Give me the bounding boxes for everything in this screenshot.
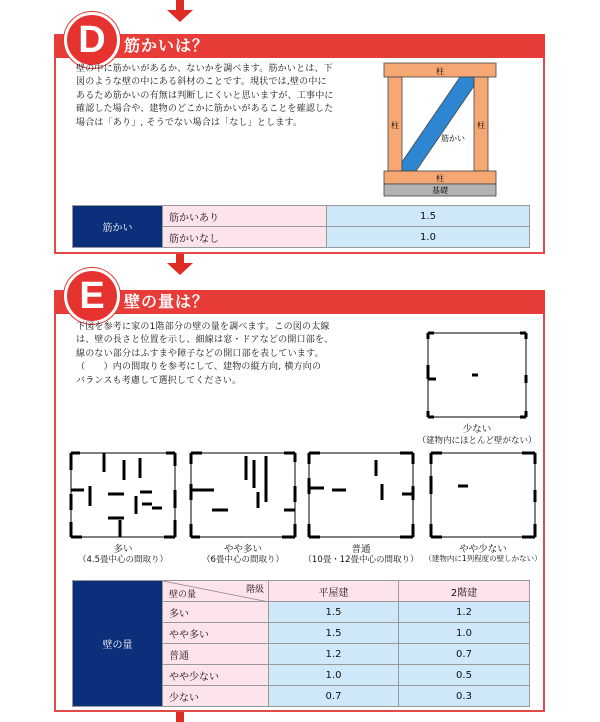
floorplan-few <box>424 329 530 421</box>
flow-arrow-bottom-stem <box>176 712 184 722</box>
table-corner-cell <box>163 581 269 602</box>
table-cell-value: 0.5 <box>399 665 530 686</box>
table-cell-label: 普通 <box>163 644 269 665</box>
diagram-right-post-label: 柱 <box>477 121 485 130</box>
table-corner-top: 階級 <box>245 585 264 595</box>
floorplan-many-label: 多い <box>113 544 133 555</box>
diagram-beam-label: 柱 <box>436 67 444 76</box>
table-cell-value: 1.0 <box>269 665 399 686</box>
table-cell-label: やや少ない <box>163 665 269 686</box>
brace-diagram <box>378 60 503 198</box>
section-d-description: 壁の中に筋かいがあるか、ないかを調べます。筋かいとは、下 図のような壁の中にある斜材のことです。現状では,壁の中に あるため筋かいの有無は判断しにくいと思いますが、工事中に 確認した場合や、建物のどこかに筋かいがあることを確認した 場合は「あり」, そうでない場合は「なし」とします。 <box>76 64 334 128</box>
diagram-foundation-label: 基礎 <box>432 186 448 195</box>
floorplan-somewhat-few <box>428 450 538 540</box>
table-header-row <box>73 581 530 602</box>
table-col-header: 平屋建 <box>269 581 399 602</box>
diagram-left-post-label: 柱 <box>391 121 399 130</box>
floorplan-somewhat-many-label: やや多い <box>223 544 262 555</box>
table-row <box>73 206 530 227</box>
table-cell-value: 1.2 <box>399 602 530 623</box>
floorplan-normal-note: （10畳・12畳中心の間取り） <box>303 555 419 565</box>
table-cell-value: 0.7 <box>269 686 399 707</box>
floorplan-many-note: （4.5畳中心の間取り） <box>77 555 169 565</box>
table-cell-value: 0.7 <box>399 644 530 665</box>
section-d-table <box>72 205 530 248</box>
section-e-table <box>72 580 530 707</box>
flow-arrow-mid-head <box>167 263 193 275</box>
table-cell-value: 1.5 <box>269 623 399 644</box>
section-e-title: 壁の量は？ <box>124 292 210 311</box>
diagram-sill-label: 柱 <box>436 174 444 183</box>
floorplan-normal <box>306 450 416 540</box>
table-cell-label: 筋かいあり <box>163 206 327 227</box>
floorplan-few-label: 少ない <box>462 424 492 435</box>
diagram-brace-label: 筋かい <box>441 134 465 143</box>
flow-arrow-top-stem <box>176 0 184 10</box>
flow-arrow-top-head <box>167 10 193 22</box>
floorplan-somewhat-many-note: （6畳中心の間取り） <box>202 555 284 565</box>
floorplan-somewhat-many <box>188 450 298 540</box>
table-cell-value: 1.2 <box>269 644 399 665</box>
table-cell-label: 少ない <box>163 686 269 707</box>
table-cell-value: 1.5 <box>327 206 530 227</box>
table-cell-label: 多い <box>163 602 269 623</box>
diagram-brace <box>402 77 474 171</box>
section-e-table-row-header: 壁の量 <box>73 581 163 707</box>
floorplan-few-note: （建物内にほとんど壁がない） <box>417 436 537 446</box>
section-e-letter-badge: E <box>64 268 120 324</box>
table-cell-value: 0.3 <box>399 686 530 707</box>
table-cell-value: 1.5 <box>269 602 399 623</box>
floorplan-many <box>68 450 178 540</box>
floorplan-normal-label: 普通 <box>351 544 371 555</box>
floorplan-somewhat-few-note: （建物内に1列程度の壁しかない） <box>424 554 542 563</box>
table-cell-value: 1.0 <box>399 623 530 644</box>
section-d-letter-badge: D <box>64 12 120 68</box>
floorplan-somewhat-few-label: やや少ない <box>459 544 507 555</box>
table-cell-label: 筋かいなし <box>163 227 327 248</box>
section-d-title: 筋かいは？ <box>124 36 210 55</box>
section-d-table-row-header: 筋かい <box>73 206 163 248</box>
table-col-header: 2階建 <box>399 581 530 602</box>
table-cell-label: やや多い <box>163 623 269 644</box>
table-cell-value: 1.0 <box>327 227 530 248</box>
table-corner-bottom: 壁の量 <box>169 590 197 600</box>
section-e-description: 下図を参考に家の1階部分の壁の量を調べます。この図の太線 は、壁の長さと位置を示し、細線は窓・ドアなどの開口部を、 線のない部分はふすまや障子などの開口部を表しています。 （ ）内の間取りを参考にして、建物の縦方向, 横方向の バランスも考慮して選択してください。 <box>76 322 334 386</box>
